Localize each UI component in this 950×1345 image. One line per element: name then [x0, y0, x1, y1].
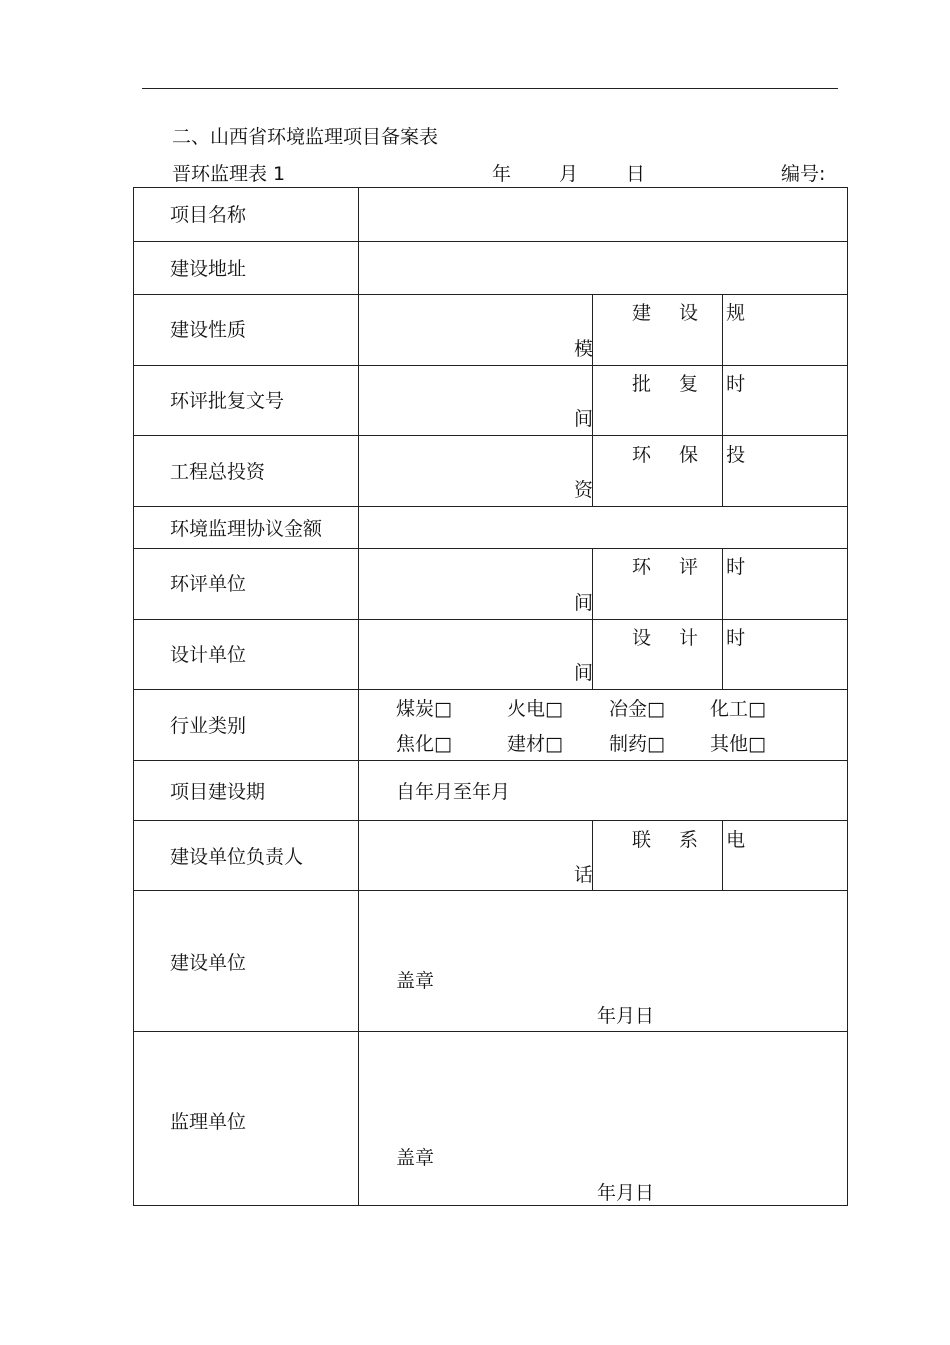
industry-option-building-materials[interactable]: 建材□ [507, 733, 563, 755]
header-month: 月 [559, 163, 579, 185]
label-eia-approval-no: 环评批复文号 [170, 390, 285, 412]
label-agreement-amount: 环境监理协议金额 [170, 518, 323, 540]
label-design-time-line2: 间 [574, 662, 594, 684]
label-approval-time-line1: 批 复 时 [632, 373, 757, 395]
header-day: 日 [626, 163, 646, 185]
period-value: 自年月至年月 [396, 781, 511, 803]
label-supervisor: 监理单位 [170, 1111, 247, 1133]
label-env-investment-line1: 环 保 投 [632, 444, 757, 466]
label-project-name: 项目名称 [170, 204, 247, 226]
industry-option-pharmaceutical[interactable]: 制药□ [609, 733, 665, 755]
date-supervisor: 年月日 [597, 1182, 655, 1204]
form-number: 晋环监理表 1 [172, 163, 286, 185]
serial-label: 编号: [781, 163, 826, 185]
industry-option-coking[interactable]: 焦化□ [396, 733, 452, 755]
label-phone-line2: 话 [574, 864, 594, 886]
industry-option-chemical[interactable]: 化工□ [710, 698, 766, 720]
date-builder: 年月日 [597, 1005, 655, 1027]
form-title: 二、山西省环境监理项目备案表 [172, 126, 439, 148]
seal-builder: 盖章 [396, 970, 435, 992]
label-design-unit: 设计单位 [170, 644, 247, 666]
industry-option-other[interactable]: 其他□ [710, 733, 766, 755]
header-year: 年 [492, 163, 512, 185]
seal-supervisor: 盖章 [396, 1147, 435, 1169]
industry-option-coal[interactable]: 煤炭□ [396, 698, 452, 720]
label-design-time-line1: 设 计 时 [632, 627, 757, 649]
label-eia-unit: 环评单位 [170, 573, 247, 595]
label-builder: 建设单位 [170, 952, 247, 974]
label-phone-line1: 联 系 电 [632, 829, 757, 851]
label-approval-time-line2: 间 [574, 408, 594, 430]
label-scale-line2: 模 [574, 338, 594, 360]
label-nature: 建设性质 [170, 319, 247, 341]
top-rule [142, 88, 838, 89]
label-responsible: 建设单位负责人 [170, 846, 304, 868]
label-eia-time-line2: 间 [574, 592, 594, 614]
label-eia-time-line1: 环 评 时 [632, 556, 757, 578]
label-total-investment: 工程总投资 [170, 461, 266, 483]
industry-option-thermal-power[interactable]: 火电□ [507, 698, 563, 720]
label-scale-line1: 建 设 规 [632, 302, 757, 324]
label-industry: 行业类别 [170, 715, 247, 737]
label-period: 项目建设期 [170, 781, 266, 803]
label-address: 建设地址 [170, 258, 247, 280]
label-env-investment-line2: 资 [574, 479, 594, 501]
industry-option-metallurgy[interactable]: 冶金□ [609, 698, 665, 720]
